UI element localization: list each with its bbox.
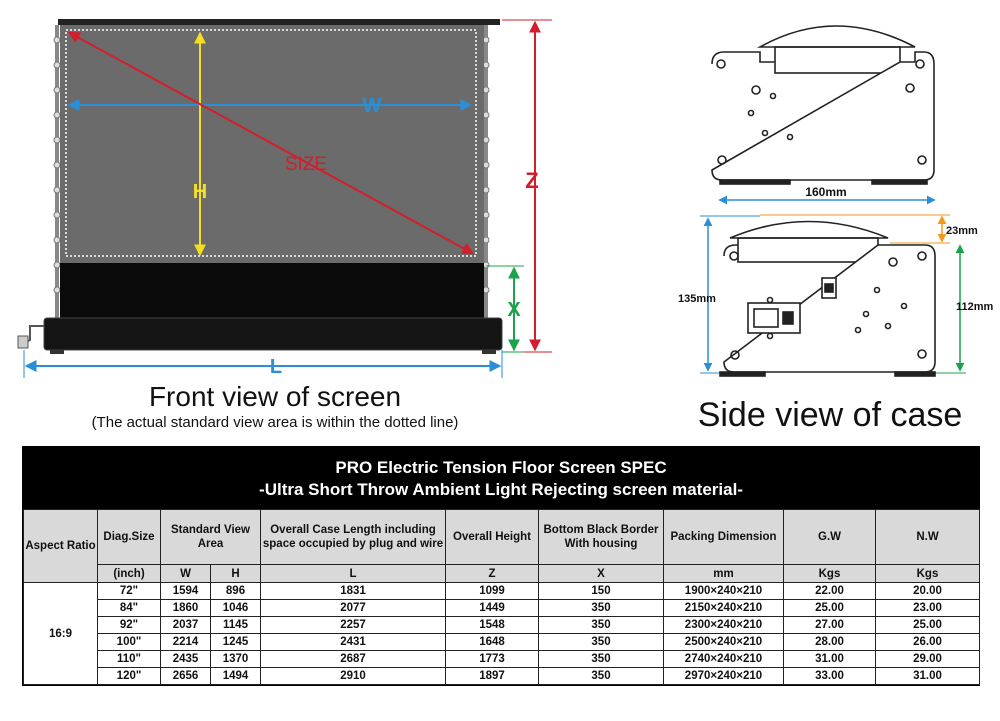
cell-x: 350 [539, 651, 664, 668]
housing-foot-left [50, 350, 64, 354]
unit-h: H [211, 565, 261, 583]
cell-l: 2687 [261, 651, 446, 668]
top-dim-label: 23mm [946, 225, 978, 237]
power-cable [26, 326, 44, 342]
unit-w: W [161, 565, 211, 583]
unit-gw: Kgs [784, 565, 876, 583]
side-view-title: Side view of case [697, 396, 963, 434]
cell-x: 150 [539, 583, 664, 600]
cell-w: 2435 [161, 651, 211, 668]
table-row [24, 583, 980, 600]
cell-nw: 20.00 [876, 583, 980, 600]
cell-diag: 100" [98, 634, 161, 651]
body-height-label: 112mm [956, 301, 994, 313]
cell-w: 2656 [161, 668, 211, 685]
unit-x: X [539, 565, 664, 583]
screen-top-bar [58, 19, 500, 25]
col-diag-size: Diag.Size [98, 510, 161, 565]
cell-x: 350 [539, 600, 664, 617]
col-net-weight: N.W [876, 510, 980, 565]
cell-nw: 31.00 [876, 668, 980, 685]
cell-h: 1494 [211, 668, 261, 685]
width-dim-label: 160mm [805, 185, 847, 199]
width-label: W [362, 95, 382, 117]
aspect-ratio-value: 16:9 [24, 583, 98, 685]
cell-h: 1370 [211, 651, 261, 668]
cell-packing: 2150×240×210 [664, 600, 784, 617]
cell-diag: 92" [98, 617, 161, 634]
cell-gw: 33.00 [784, 668, 876, 685]
cell-gw: 27.00 [784, 617, 876, 634]
spec-header [23, 447, 979, 509]
unit-diag: (inch) [98, 565, 161, 583]
table-row [24, 617, 980, 634]
cell-diag: 120" [98, 668, 161, 685]
front-view-subtitle: (The actual standard view area is within the dotted line) [91, 414, 459, 431]
cell-x: 350 [539, 668, 664, 685]
cell-z: 1773 [446, 651, 539, 668]
cell-l: 2431 [261, 634, 446, 651]
l-label: L [269, 356, 283, 378]
col-gross-weight: G.W [784, 510, 876, 565]
unit-l: L [261, 565, 446, 583]
cell-nw: 23.00 [876, 600, 980, 617]
side-case-outline [720, 222, 935, 377]
cell-h: 896 [211, 583, 261, 600]
z-label: Z [525, 168, 539, 193]
cell-z: 1548 [446, 617, 539, 634]
x-label: X [507, 299, 521, 321]
cell-h: 1245 [211, 634, 261, 651]
cell-nw: 25.00 [876, 617, 980, 634]
col-aspect-ratio: Aspect Ratio [24, 510, 98, 583]
spec-title: PRO Electric Tension Floor Screen SPEC [335, 458, 667, 477]
table-row [24, 651, 980, 668]
screen-housing [44, 318, 502, 350]
cell-w: 2037 [161, 617, 211, 634]
unit-nw: Kgs [876, 565, 980, 583]
side-view-case-bottom [678, 185, 994, 376]
cell-packing: 1900×240×210 [664, 583, 784, 600]
unit-z: Z [446, 565, 539, 583]
cell-gw: 25.00 [784, 600, 876, 617]
spec-table-panel [22, 446, 980, 686]
height-label: H [192, 181, 208, 203]
cell-z: 1449 [446, 600, 539, 617]
cell-h: 1145 [211, 617, 261, 634]
cell-z: 1099 [446, 583, 539, 600]
unit-packing: mm [664, 565, 784, 583]
cell-z: 1648 [446, 634, 539, 651]
housing-foot-right [482, 350, 496, 354]
black-border [60, 263, 484, 319]
power-plug [18, 336, 28, 348]
cell-packing: 2970×240×210 [664, 668, 784, 685]
size-label: SIZE [284, 154, 328, 175]
cell-nw: 29.00 [876, 651, 980, 668]
cell-diag: 72" [98, 583, 161, 600]
table-row [24, 634, 980, 651]
cell-nw: 26.00 [876, 634, 980, 651]
table-row [24, 600, 980, 617]
cell-w: 1860 [161, 600, 211, 617]
cell-packing: 2500×240×210 [664, 634, 784, 651]
front-view-title: Front view of screen [148, 381, 402, 412]
side-view-case-top [712, 26, 934, 184]
col-standard-view: Standard View Area [161, 510, 261, 565]
col-overall-height: Overall Height [446, 510, 539, 565]
cell-diag: 110" [98, 651, 161, 668]
col-case-length: Overall Case Length including space occupied by plug and wire [261, 510, 446, 565]
cell-h: 1046 [211, 600, 261, 617]
cell-x: 350 [539, 617, 664, 634]
cell-gw: 22.00 [784, 583, 876, 600]
cell-packing: 2300×240×210 [664, 617, 784, 634]
cell-x: 350 [539, 634, 664, 651]
cell-l: 2257 [261, 617, 446, 634]
cell-w: 1594 [161, 583, 211, 600]
spec-table [23, 509, 980, 685]
cell-w: 2214 [161, 634, 211, 651]
front-view [18, 19, 552, 378]
cell-packing: 2740×240×210 [664, 651, 784, 668]
cell-z: 1897 [446, 668, 539, 685]
total-height-label: 135mm [678, 293, 716, 305]
cell-gw: 31.00 [784, 651, 876, 668]
cell-gw: 28.00 [784, 634, 876, 651]
cell-diag: 84" [98, 600, 161, 617]
spec-subtitle: -Ultra Short Throw Ambient Light Rejecting screen material- [259, 480, 743, 499]
cell-l: 1831 [261, 583, 446, 600]
col-bottom-border: Bottom Black Border With housing [539, 510, 664, 565]
col-packing: Packing Dimension [664, 510, 784, 565]
table-row [24, 668, 980, 685]
cell-l: 2077 [261, 600, 446, 617]
cell-l: 2910 [261, 668, 446, 685]
